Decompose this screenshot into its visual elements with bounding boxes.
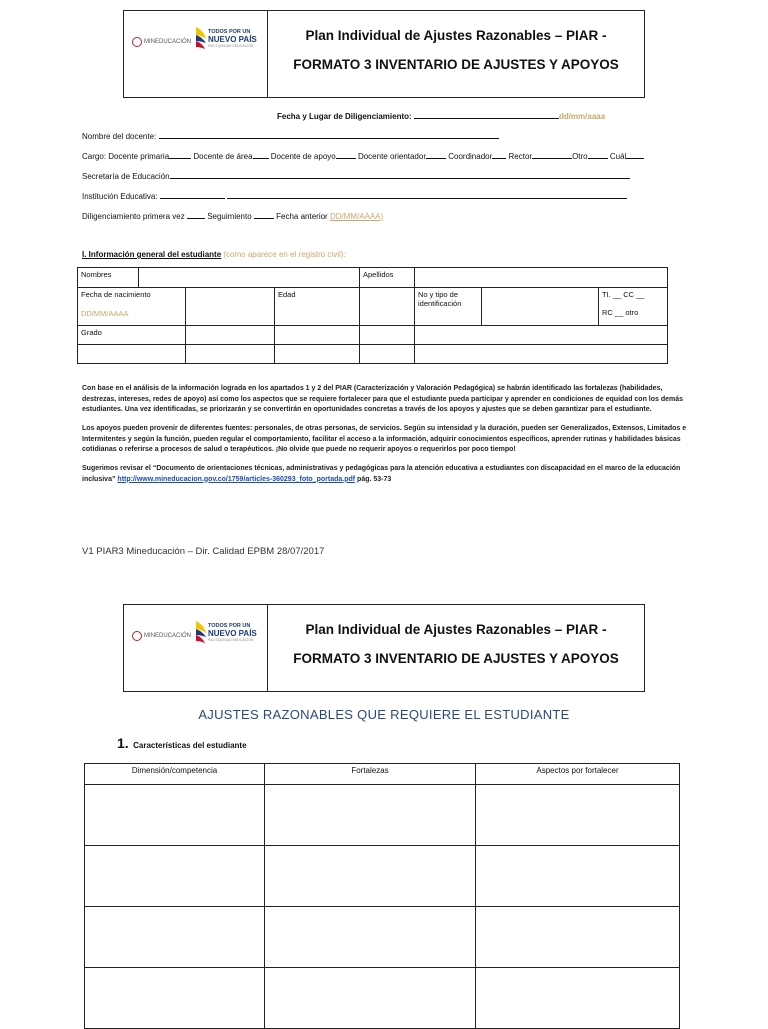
fecha-lugar-field[interactable]	[414, 110, 559, 119]
institucion-field-b[interactable]	[227, 190, 627, 199]
table-row	[85, 907, 680, 968]
docente-row: Nombre del docente:	[82, 130, 499, 141]
fecha-lugar-row: Fecha y Lugar de Diligenciamiento: dd/mm/aaaa	[277, 112, 606, 121]
apellidos-field[interactable]	[415, 268, 668, 288]
primera-vez-field[interactable]	[187, 210, 205, 219]
id-field[interactable]	[482, 288, 599, 326]
fecha-nac-field[interactable]	[186, 288, 275, 326]
col-aspectos: Aspectos por fortalecer	[476, 764, 680, 785]
grado-field[interactable]	[186, 326, 275, 345]
table-row	[85, 846, 680, 907]
edad-field[interactable]	[360, 288, 415, 326]
ajustes-title: AJUSTES RAZONABLES QUE REQUIERE EL ESTUDIANTE	[198, 707, 570, 722]
title-cell	[268, 605, 644, 691]
colombia-flag-icon	[194, 25, 208, 53]
mineducacion-logo	[132, 631, 191, 641]
nombres-label: Nombres	[78, 268, 139, 288]
caracteristicas-table	[84, 763, 680, 1029]
todos-logo-text: TODOS POR UN NUEVO PAÍS PAZ EQUIDAD EDUCACIÓN	[208, 29, 257, 48]
cargo-primaria-field[interactable]	[169, 150, 191, 159]
header-box-2	[123, 604, 645, 692]
diligenciamiento-row: Diligenciamiento primera vez Seguimiento Fecha anterior DD/MM/AAAA)	[82, 212, 384, 221]
doc-title-line2: FORMATO 3 INVENTARIO DE AJUSTES Y APOYOS	[293, 651, 619, 666]
cargo-rector-field[interactable]	[532, 150, 572, 159]
section1-heading: I. Información general del estudiante (como aparece en el registro civil):	[82, 250, 346, 259]
paragraph-1: Con base en el análisis de la información lograda en los apartados 1 y 2 del PIAR (Caracterización y Valoración Pedagógica) se habrán identificado las fortalezas (habilidades, destrezas, intereses, redes de apoyo) así como los aspectos que se requiere fortalecer para que el estudiante pueda participar y aprender en condiciones de equidad con los demás estudiantes. Una vez identificadas, se priorizarán y se convertirán en oportunidades concretas a través de los apoyos y ajustes que se deben garantizar para el estudiante.	[82, 385, 684, 413]
header-box-1	[123, 10, 645, 98]
colombia-flag-icon	[194, 619, 208, 647]
secretaria-field[interactable]	[170, 170, 630, 179]
seguimiento-field[interactable]	[254, 210, 274, 219]
apellidos-label: Apellidos	[360, 268, 415, 288]
paragraph-2: Los apoyos pueden provenir de diferentes fuentes: personales, de otras personas, de servicios. Según su intensidad y la duración, pueden ser Generalizados, Extensos, Limitados e Intermitentes y según la función, pueden regular el comportamiento, facilitar el acceso a la información, adquirir conocimientos específicos, aprender rutinas y habilidades básicas cotidianas o referirse a procesos de salud o terapéuticos. ¡No olvide que puede no requerir apoyos o requerirlos por poco tiempo!	[82, 425, 687, 453]
cargo-cual-field[interactable]	[626, 150, 644, 159]
edad-label: Edad	[275, 288, 360, 326]
col-fortalezas: Fortalezas	[265, 764, 476, 785]
logo-cell	[124, 11, 268, 97]
section2-subheading: 1. Características del estudiante	[117, 735, 247, 751]
paragraph-3: Sugerimos revisar el “Documento de orientaciones técnicas, administrativas y pedagógicas para la atención educativa a estudiantes con discapacidad en el marco de la educación inclusiva” http://www.mineducacion.gov.co/1759/articles-360293_foto_portada.pdf pág. 53-73	[82, 465, 681, 483]
institucion-row: Institución Educativa:	[82, 190, 627, 201]
col-dimension: Dimensión/competencia	[85, 764, 265, 785]
id-tipo-label: No y tipo de identificación	[415, 288, 482, 326]
mineducacion-logo	[132, 37, 191, 47]
fecha-nac-cell[interactable]: Fecha de nacimiento DD/MM/AAAA	[78, 288, 186, 326]
cargo-row: Cargo: Docente primaria Docente de área Docente de apoyo Docente orientador Coordinador Rector Otro Cuál	[82, 150, 644, 161]
logo-cell	[124, 605, 268, 691]
seal-icon	[132, 631, 142, 641]
seal-icon	[132, 37, 142, 47]
cargo-otro-field[interactable]	[588, 150, 608, 159]
doc-title-line2: FORMATO 3 INVENTARIO DE AJUSTES Y APOYOS	[293, 57, 619, 72]
doc-title-line1: Plan Individual de Ajustes Razonables – PIAR -	[305, 622, 607, 637]
mineducacion-text: MINEDUCACIÓN	[144, 39, 192, 45]
page-footer: V1 PIAR3 Mineducación – Dir. Calidad EPBM 28/07/2017	[82, 546, 325, 557]
title-cell	[268, 11, 644, 97]
table-row	[85, 968, 680, 1029]
table-row	[85, 785, 680, 846]
cargo-coordinador-field[interactable]	[492, 150, 506, 159]
institucion-field-a[interactable]	[160, 190, 225, 199]
id-type-options[interactable]: TI. __ CC __ RC __ otro	[599, 288, 668, 326]
docente-field[interactable]	[159, 130, 499, 139]
cargo-orientador-field[interactable]	[426, 150, 446, 159]
grado-label: Grado	[78, 326, 186, 345]
secretaria-row: Secretaría de Educación	[82, 170, 630, 181]
orientaciones-link[interactable]: http://www.mineducacion.gov.co/1759/articles-360293_foto_portada.pdf	[117, 475, 356, 483]
fecha-anterior-field[interactable]: DD/MM/AAAA)	[329, 212, 384, 221]
mineducacion-text: MINEDUCACIÓN	[144, 633, 192, 639]
student-info-table	[77, 267, 668, 364]
doc-title-line1: Plan Individual de Ajustes Razonables – PIAR -	[305, 28, 607, 43]
todos-logo-text: TODOS POR UN NUEVO PAÍS PAZ EQUIDAD EDUCACIÓN	[208, 623, 257, 642]
cargo-area-field[interactable]	[253, 150, 269, 159]
cargo-apoyo-field[interactable]	[336, 150, 356, 159]
nombres-field[interactable]	[139, 268, 360, 288]
